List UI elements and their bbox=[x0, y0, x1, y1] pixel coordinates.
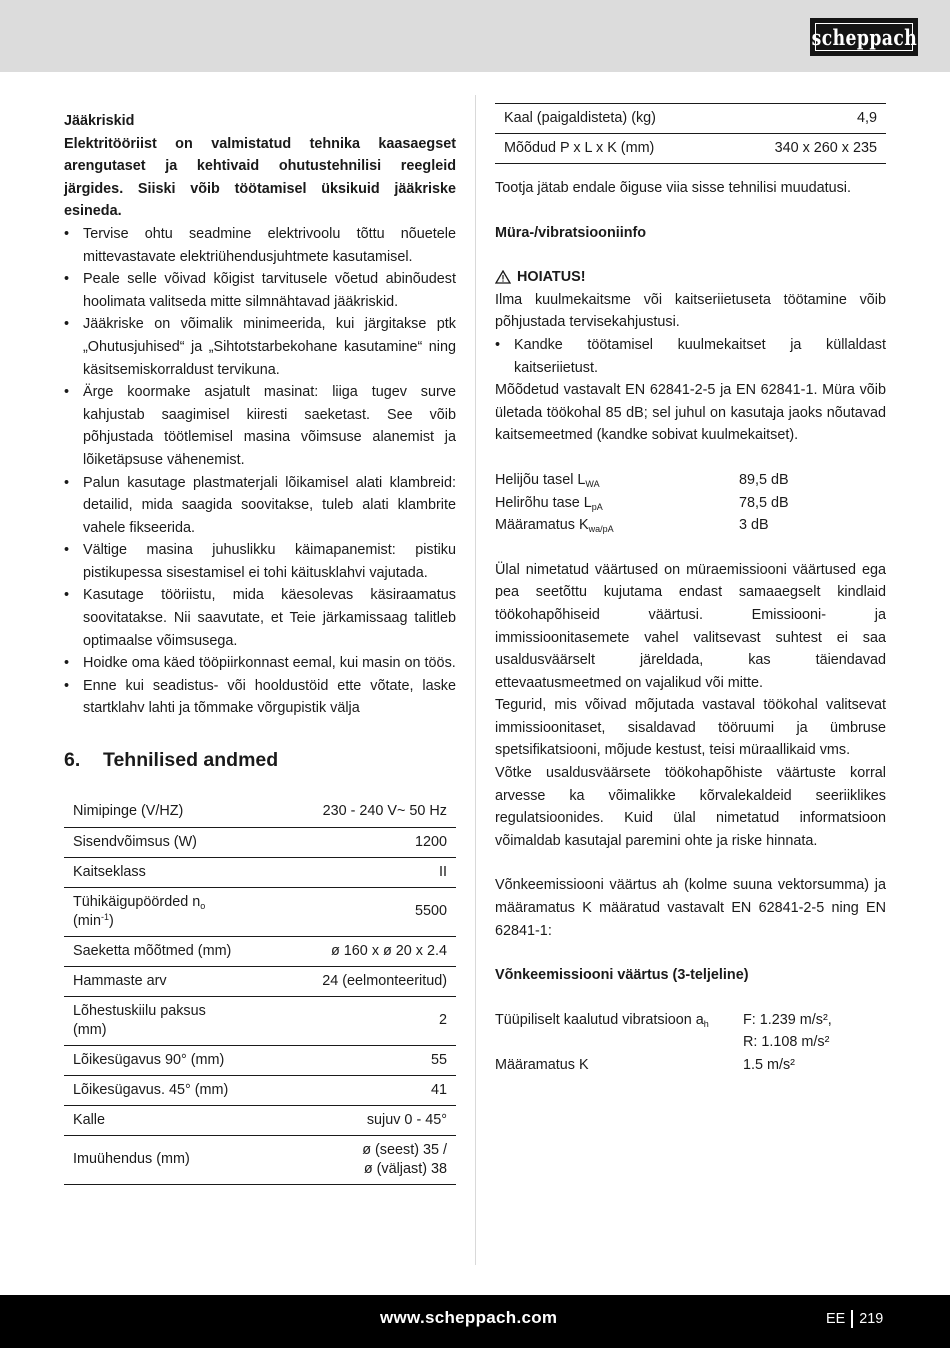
list-item bbox=[64, 223, 456, 268]
footer-separator bbox=[851, 1310, 853, 1328]
paragraph-emission: Ülal nimetatud väärtused on müraemissiooni väärtused ega pea seetõttu kujutama endast samaaegselt kindlaid töökohapõhiseid väärtusi. Emissiooni- ja immissioonitasemete vahel valitsevast suhtest ei saa usaldusväärselt järeldada, kas täiendavad ettevaatusmeetmed on vajalikud või mitte. bbox=[495, 561, 886, 691]
brand-logo bbox=[810, 18, 918, 56]
uncertainty-label: Määramatus K bbox=[495, 1057, 589, 1073]
spec-label: Saeketta mõõtmed (mm) bbox=[64, 936, 281, 966]
footer-website-link[interactable]: www.scheppach.com bbox=[380, 1308, 558, 1327]
spec-label bbox=[64, 887, 281, 936]
noise-value: 89,5 dB bbox=[739, 471, 789, 488]
table-row bbox=[64, 936, 456, 966]
table-row bbox=[495, 134, 886, 164]
logo-text: scheppach bbox=[811, 24, 917, 50]
column-divider bbox=[475, 95, 476, 1265]
table-row bbox=[64, 966, 456, 996]
measured-text: Mõõdetud vastavalt EN 62841-2-5 ja EN 62841-1. Müra võib ületada töökohal 85 dB; sel juhul on kasutaja jaoks nõutavad kaitsemeetmed (kandke sobivat kuulmekaitset). bbox=[495, 382, 886, 444]
list-item-text: Kandke töötamisel kuulmekaitset ja küllaldast kaitseriietust. bbox=[514, 336, 886, 376]
vibration-value: R: 1.108 m/s² bbox=[743, 1034, 830, 1051]
residual-intro: Elektritööriist on valmistatud tehnika kaasaegset arengutaset ja kehtivaid ohutustehnilisi reegleid järgides. Siiski võib töötamisel üksikuid jääkriske esineda. bbox=[64, 135, 456, 220]
footer-language: EE bbox=[826, 1311, 846, 1327]
spec-value: 1200 bbox=[281, 827, 456, 857]
spec-label: Imuühendus (mm) bbox=[64, 1135, 281, 1184]
list-item-text: Enne kui seadistus- või hooldustöid ette võtate, laske startklahv lahti ja tõmmake võrgupistik välja bbox=[83, 677, 456, 717]
spec-label-part: Lõhestuskiilu paksus bbox=[73, 1002, 206, 1019]
noise-value-row bbox=[495, 469, 886, 492]
list-item bbox=[64, 381, 456, 471]
bullet-icon: • bbox=[64, 316, 70, 333]
spec-label: Lõikesügavus 90° (mm) bbox=[64, 1045, 281, 1075]
warning-triangle-icon bbox=[495, 270, 511, 284]
vibration-row bbox=[495, 1031, 886, 1054]
table-row bbox=[64, 887, 456, 936]
spec-label-part: Tühikäigupöörded n bbox=[73, 893, 201, 910]
list-item-text: Ärge koormake asjatult masinat: liiga tugev surve kahjustab saagimisel kiiresti saeketast. See võib põhjustada töötlemisel masina võimsuse alanemist ja lõiketäpsuse vähenemist. bbox=[83, 384, 456, 468]
spec-value-part: ø (väljast) 38 bbox=[363, 1160, 447, 1177]
spec-label-sub: o bbox=[200, 900, 206, 911]
spec-label: Kaitseklass bbox=[64, 857, 281, 887]
list-item-text: Kasutage tööriistu, mida käesolevas käsiraamatus soovitatakse. Nii saavutate, et Teie järkamissaag talitleb optimaalse võimsusega. bbox=[83, 587, 456, 649]
warning-bullets bbox=[495, 334, 886, 379]
noise-label: Helijõu tasel $L_{WA}$ bbox=[495, 471, 600, 489]
list-item-text: Palun kasutage plastmaterjali lõikamisel alati klambreid: detailid, mida saagida soovitakse, tuleb alati klambrite vahele fikseerida. bbox=[83, 474, 456, 536]
spec-value: 340 x 260 x 235 bbox=[724, 134, 886, 164]
bullet-icon: • bbox=[495, 336, 501, 353]
spec-label: Nimipinge (V/HZ) bbox=[64, 797, 281, 827]
spec-value bbox=[281, 1135, 456, 1184]
bullet-icon: • bbox=[64, 542, 70, 559]
bullet-icon: • bbox=[64, 474, 70, 491]
left-column bbox=[64, 110, 456, 1185]
section-heading bbox=[64, 748, 456, 772]
list-item bbox=[64, 313, 456, 381]
table-row bbox=[64, 1105, 456, 1135]
noise-label: Helirõhu tase $L_{pA}$ bbox=[495, 494, 603, 512]
uncertainty-value: 1.5 m/s² bbox=[743, 1057, 795, 1073]
bullet-icon: • bbox=[64, 655, 70, 672]
spec-value: 2 bbox=[281, 996, 456, 1045]
table-row bbox=[64, 1075, 456, 1105]
table-row bbox=[64, 1135, 456, 1184]
section-title: Tehnilised andmed bbox=[103, 749, 279, 772]
spec-table bbox=[64, 797, 456, 1185]
list-item-text: Jääkriske on võimalik minimeerida, kui järgitakse ptk „Ohutusjuhised“ ja „Sihtotstarbekohane kasutamine“ ning käsitsemiskorraldust tervikuna. bbox=[83, 316, 456, 378]
tech-note: Tootja jätab endale õiguse viia sisse tehnilisi muudatusi. bbox=[495, 180, 851, 196]
residual-heading: Jääkriskid bbox=[64, 113, 135, 129]
spec-value: 5500 bbox=[281, 887, 456, 936]
table-row bbox=[64, 996, 456, 1045]
vibration-value: F: 1.239 m/s², bbox=[743, 1011, 832, 1028]
right-column bbox=[495, 103, 886, 1077]
spec-label bbox=[64, 996, 281, 1045]
bullet-icon: • bbox=[64, 225, 70, 242]
bullet-icon: • bbox=[64, 587, 70, 604]
list-item bbox=[64, 675, 456, 720]
spec-value: 55 bbox=[281, 1045, 456, 1075]
list-item bbox=[64, 652, 456, 675]
spec-label: Lõikesügavus. 45° (mm) bbox=[64, 1075, 281, 1105]
logo-frame bbox=[811, 23, 917, 51]
spec-label: Kalle bbox=[64, 1105, 281, 1135]
spec-label: Sisendvõimsus (W) bbox=[64, 827, 281, 857]
warning-title bbox=[495, 266, 886, 289]
table-row bbox=[64, 827, 456, 857]
table-row bbox=[64, 797, 456, 827]
spec-label-part: (min bbox=[73, 912, 101, 929]
list-item bbox=[64, 268, 456, 313]
warning-label: HOIATUS! bbox=[517, 269, 586, 286]
list-item-text: Hoidke oma käed tööpiirkonnast eemal, kui masin on töös. bbox=[83, 655, 456, 672]
bullet-icon: • bbox=[64, 271, 70, 288]
list-item bbox=[64, 539, 456, 584]
spec-label: Mõõdud P x L x K (mm) bbox=[495, 134, 724, 164]
spec-value: sujuv 0 - 45° bbox=[281, 1105, 456, 1135]
list-item-text: Peale selle võivad kõigist tarvitusele võetud abinõudest hoolimata valitseda mitte silmnähtavad jääkriskid. bbox=[83, 271, 456, 310]
noise-value-row bbox=[495, 492, 886, 515]
spec-label-part: ) bbox=[109, 912, 114, 929]
bullet-icon: • bbox=[64, 384, 70, 401]
paragraph-factors: Tegurid, mis võivad mõjutada vastaval töökohal valitsevat immissioonitaset, sisaldavad tööruumi ja ümbruse spetsifikatsiooni, mõjude kestust, teisi müraallikaid vms. bbox=[495, 697, 886, 759]
spec-label: Hammaste arv bbox=[64, 966, 281, 996]
spec-value: 24 (eelmonteeritud) bbox=[281, 966, 456, 996]
warning-text: Ilma kuulmekaitsme või kaitseriietuseta töötamine võib põhjustada tervisekahjustusi. bbox=[495, 291, 886, 331]
table-row bbox=[64, 1045, 456, 1075]
noise-value-row bbox=[495, 514, 886, 537]
spec-value: 230 - 240 V~ 50 Hz bbox=[281, 797, 456, 827]
vibration-heading: Võnkeemissiooni väärtus (3-teljeline) bbox=[495, 967, 749, 984]
vibration-label: Tüüpiliselt kaalutud vibratsioon $a_h$ bbox=[495, 1011, 709, 1029]
top-spec-table bbox=[495, 103, 886, 164]
vibration-row bbox=[495, 1009, 886, 1032]
list-item bbox=[495, 334, 886, 379]
section-number: 6. bbox=[64, 749, 81, 772]
page-indicator bbox=[826, 1310, 883, 1328]
spec-value: ø 160 x ø 20 x 2.4 bbox=[281, 936, 456, 966]
spec-label: Kaal (paigaldisteta) (kg) bbox=[495, 104, 724, 134]
noise-heading: Müra-/vibratsiooniinfo bbox=[495, 224, 647, 241]
paragraph-deviations: Võtke usaldusväärsete töökohapõhiste väärtuste korral arvesse ka võimalikke kõrvalekaldeid seeriiklikes regulatsioonides. Kuid ülal nimetatud informatsioon võimaldab kasutajal paremini ohte ja riske hinnata. bbox=[495, 765, 886, 849]
noise-label: Määramatus $K_{wa/pA}$ bbox=[495, 517, 614, 535]
spec-value: II bbox=[281, 857, 456, 887]
noise-value: 3 dB bbox=[739, 517, 769, 534]
spec-value: 4,9 bbox=[724, 104, 886, 134]
bullet-icon: • bbox=[64, 677, 70, 694]
residual-bullets bbox=[64, 223, 456, 720]
table-row bbox=[495, 104, 886, 134]
table-row bbox=[64, 857, 456, 887]
paragraph-vibration: Võnkeemissiooni väärtus ah (kolme suuna vektorsumma) ja määramatus K määratud vastavalt EN 62841-2-5 ning EN 62841-1: bbox=[495, 877, 886, 939]
spec-value: 41 bbox=[281, 1075, 456, 1105]
noise-value: 78,5 dB bbox=[739, 494, 789, 511]
list-item-text: Vältige masina juhuslikku käimapanemist: pistiku pistikupessa sisestamisel ei tohi käitusklahvi vajutada. bbox=[83, 542, 456, 581]
spec-label-sup: -1 bbox=[100, 911, 109, 922]
list-item-text: Tervise ohtu seadmine elektrivoolu tõttu nõuetele mittevastavate elektriühendusjuhtmete kasutamisel. bbox=[83, 225, 456, 265]
spec-label-part: (mm) bbox=[73, 1021, 107, 1038]
page-number: 219 bbox=[859, 1311, 884, 1327]
list-item bbox=[64, 472, 456, 540]
list-item bbox=[64, 584, 456, 652]
header-band bbox=[0, 0, 950, 72]
uncertainty-row bbox=[495, 1054, 886, 1077]
spec-value-part: ø (seest) 35 / bbox=[362, 1141, 447, 1158]
